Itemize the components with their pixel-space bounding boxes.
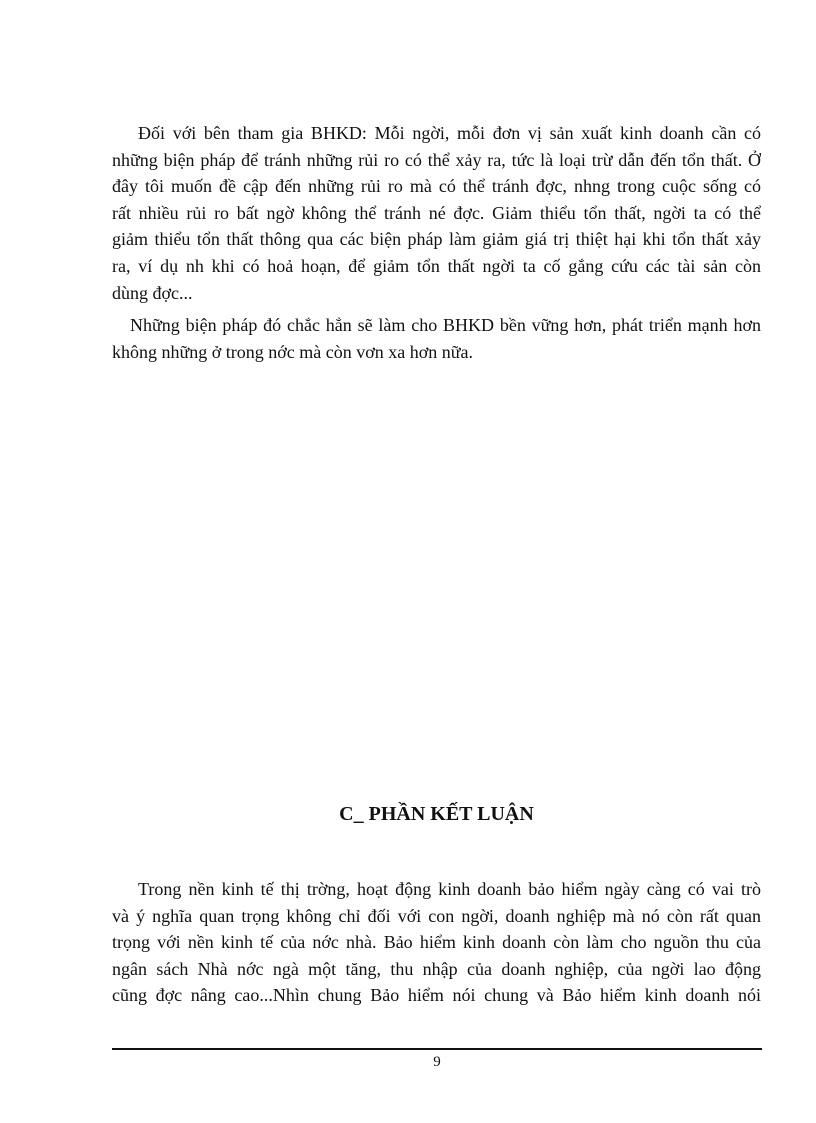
paragraph-line: ngân sách Nhà nớc ngà một tăng, thu nhập của doanh nghiệp, của ngời lao động xyxy=(112,958,761,979)
paragraph-line: Đối với bên tham gia BHKD: Mỗi ngời, mỗi đơn vị sản xuất kinh doanh cần có xyxy=(138,123,761,143)
paragraph-line: Những biện pháp đó chắc hẳn sẽ làm cho BHKD bền vững hơn, phát triển mạnh hơn xyxy=(130,315,761,335)
paragraph-line: ra, ví dụ nh khi có hoả hoạn, để giảm tổn thất ngời ta cố gắng cứu các tài sản còn xyxy=(112,255,761,276)
footer-divider xyxy=(112,1048,762,1050)
paragraph-line: dùng đợc... xyxy=(112,282,193,303)
paragraph-line: cũng đợc nâng cao...Nhìn chung Bảo hiểm nói chung và Bảo hiểm kinh doanh nói xyxy=(112,985,761,1006)
paragraph-line: đây tôi muốn đề cập đến những rủi ro mà có thể tránh đợc, nhng trong cuộc sống có xyxy=(112,176,761,197)
paragraph-line: trọng với nền kinh tế của nớc nhà. Bảo hiểm kinh doanh còn làm cho nguồn thu của xyxy=(112,932,761,953)
section-heading: C_ PHẦN KẾT LUẬN xyxy=(339,803,534,825)
paragraph-line: giảm thiểu tổn thất thông qua các biện pháp làm giảm giá trị thiệt hại khi tổn thất xảy xyxy=(112,229,761,250)
paragraph-conclusion xyxy=(112,876,761,1009)
page-number: 9 xyxy=(433,1054,441,1070)
paragraph-line: rất nhiều rủi ro bất ngờ không thể tránh né đợc. Giảm thiểu tổn thất, ngời ta có thể xyxy=(112,202,761,223)
paragraph-bhkd-participants xyxy=(112,120,761,306)
paragraph-line: những biện pháp để tránh những rủi ro có thể xảy ra, tức là loại trừ dẫn đến tổn thất. Ở xyxy=(112,149,761,170)
paragraph-line: không những ở trong nớc mà còn vơn xa hơn nữa. xyxy=(112,341,474,362)
paragraph-measures xyxy=(112,312,761,365)
paragraph-line: Trong nền kinh tế thị trờng, hoạt động kinh doanh bảo hiểm ngày càng có vai trò xyxy=(138,879,761,899)
paragraph-line: và ý nghĩa quan trọng không chỉ đối với con ngời, doanh nghiệp mà nó còn rất quan xyxy=(112,905,761,926)
